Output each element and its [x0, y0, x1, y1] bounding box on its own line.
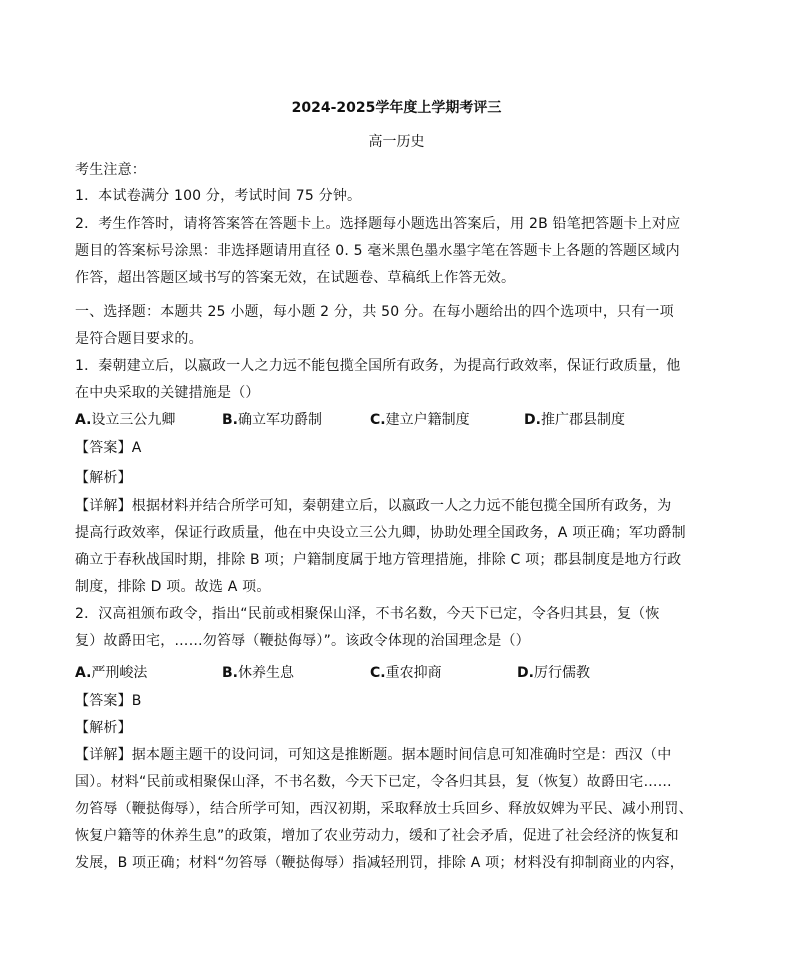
- q1-detail-line-4: 制度，排除 D 项。故选 A 项。: [75, 579, 271, 595]
- notice-line-4: 作答，超出答题区域书写的答案无效，在试题卷、草稿纸上作答无效。: [75, 270, 516, 286]
- q1-stem-line-1: 1．秦朝建立后，以嬴政一人之力远不能包揽全国所有政务，为提高行政效率，保证行政质量，他: [75, 358, 681, 374]
- q2-option-b: [222, 664, 294, 682]
- q1-option-c-text: 建立户籍制度: [385, 412, 470, 428]
- q2-detail-line-5: 发展，B 项正确；材料“勿笞辱（鞭挞侮辱）指减轻刑罚，排除 A 项；材料没有抑制商业的内容，: [75, 855, 684, 871]
- q1-option-a: [75, 411, 175, 429]
- exam-title: 2024-2025学年度上学期考评三: [291, 100, 502, 116]
- q1-answer: 【答案】A: [75, 440, 142, 456]
- q2-option-d-text: 厉行儒教: [533, 665, 590, 681]
- q2-analysis-label: 【解析】: [75, 720, 132, 736]
- section-heading-line-2: 是符合题目要求的。: [75, 331, 203, 347]
- q1-option-d-text: 推广郡县制度: [540, 412, 625, 428]
- q1-option-b-letter: B.: [222, 412, 238, 428]
- notice-heading: 考生注意：: [75, 162, 146, 178]
- q2-option-d: [517, 664, 590, 682]
- q2-option-b-letter: B.: [222, 665, 238, 681]
- q2-option-a-letter: A.: [75, 665, 92, 681]
- q2-option-a: [75, 664, 147, 682]
- q1-option-d: [524, 411, 625, 429]
- q2-detail-line-2: 国）。材料“民前或相聚保山泽，不书名数，今天下已定，令各归其县，复（恢复）故爵田宅……: [75, 774, 672, 790]
- q2-detail-line-1: 【详解】据本题主题干的设问词，可知这是推断题。据本题时间信息可知准确时空是：西汉（中: [75, 747, 672, 763]
- q1-option-b: [222, 411, 322, 429]
- q2-option-d-letter: D.: [517, 665, 534, 681]
- notice-line-3: 题目的答案标号涂黑：非选择题请用直径 0. 5 毫米黑色墨水墨字笔在答题卡上各题的答题区域内: [75, 243, 680, 259]
- q2-detail-line-4: 恢复户籍等的休养生息”的政策，增加了农业劳动力，缓和了社会矛盾，促进了社会经济的恢复和: [75, 828, 679, 844]
- exam-subject: 高一历史: [368, 134, 425, 150]
- q1-analysis-label: 【解析】: [75, 470, 132, 486]
- q1-option-c: [370, 411, 470, 429]
- q1-detail-line-3: 确立于春秋战国时期，排除 B 项；户籍制度属于地方管理措施，排除 C 项；郡县制度是地方行政: [75, 552, 682, 568]
- q1-option-d-letter: D.: [524, 412, 541, 428]
- q1-stem-line-2: 在中央采取的关键措施是（）: [75, 385, 260, 401]
- q2-option-c-letter: C.: [370, 665, 386, 681]
- q2-option-a-text: 严刑峻法: [91, 665, 148, 681]
- q2-answer: 【答案】B: [75, 693, 142, 709]
- q1-option-c-letter: C.: [370, 412, 386, 428]
- q2-stem-line-2: 复）故爵田宅，……勿笞辱（鞭挞侮辱）”。该政令体现的治国理念是（）: [75, 633, 530, 649]
- q2-stem-line-1: 2．汉高祖颁布政令，指出“民前或相聚保山泽，不书名数，今天下已定，令各归其县，复（恢: [75, 606, 660, 622]
- notice-line-2: 2．考生作答时，请将答案答在答题卡上。选择题每小题选出答案后，用 2B 铅笔把答题卡上对应: [75, 216, 681, 232]
- notice-line-1: 1．本试卷满分 100 分，考试时间 75 分钟。: [75, 188, 362, 204]
- q2-detail-line-3: 勿笞辱（鞭挞侮辱），结合所学可知，西汉初期，采取释放士兵回乡、释放奴婢为平民、减小刑罚、: [75, 801, 693, 817]
- q1-option-a-text: 设立三公九卿: [91, 412, 176, 428]
- q2-option-c-text: 重农抑商: [385, 665, 442, 681]
- q1-option-a-letter: A.: [75, 412, 92, 428]
- q2-option-c: [370, 664, 442, 682]
- q2-option-b-text: 休养生息: [238, 665, 294, 681]
- q1-detail-line-2: 提高行政效率，保证行政质量，他在中央设立三公九卿，协助处理全国政务，A 项正确；军功爵制: [75, 525, 686, 541]
- q1-detail-line-1: 【详解】根据材料并结合所学可知，秦朝建立后，以嬴政一人之力远不能包揽全国所有政务，为: [75, 498, 672, 514]
- section-heading-line-1: 一、选择题：本题共 25 小题，每小题 2 分，共 50 分。在每小题给出的四个选项中，只有一项: [75, 304, 674, 320]
- q1-option-b-text: 确立军功爵制: [238, 412, 322, 428]
